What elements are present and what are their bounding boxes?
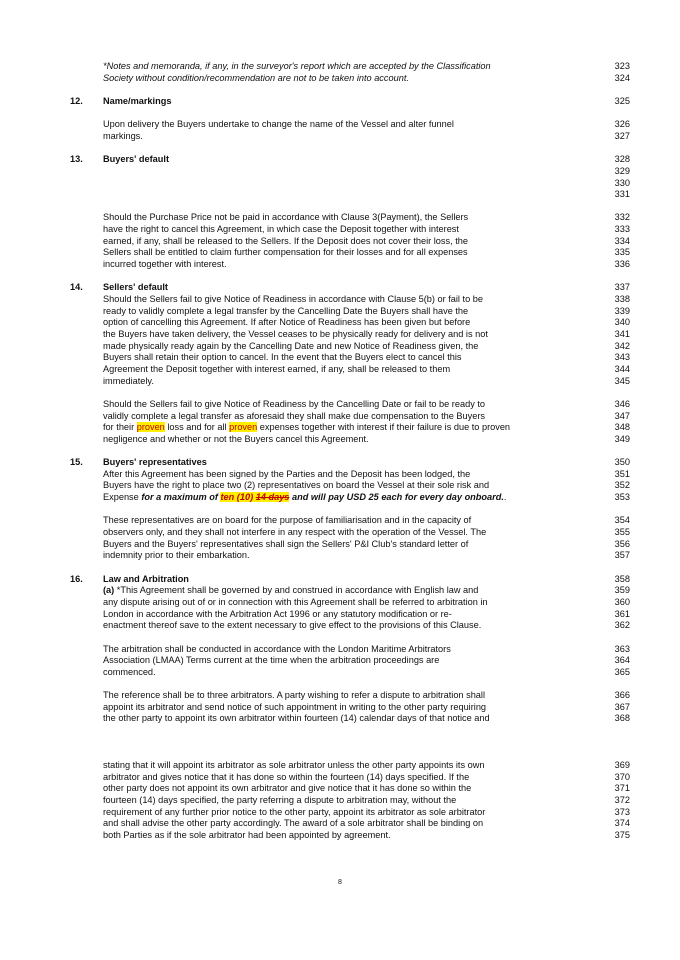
- line-number: 341: [614, 328, 630, 339]
- document-line: [0, 771, 680, 783]
- document-line: [0, 829, 680, 841]
- line-text: The reference shall be to three arbitrators. A party wishing to refer a dispute to arbitration shall: [103, 690, 485, 701]
- line-text: These representatives are on board for the purpose of familiarisation and in the capacity of: [103, 515, 472, 526]
- document-line: [0, 817, 680, 829]
- line-text: London in accordance with the Arbitration Act 1996 or any statutory modification or re-: [103, 608, 452, 619]
- line-number: 324: [614, 72, 630, 83]
- line-number: 367: [614, 701, 630, 712]
- document-line: [0, 328, 680, 340]
- line-number: 366: [614, 690, 630, 701]
- line-number: 345: [614, 375, 630, 386]
- line-number: 348: [614, 422, 630, 433]
- document-line: [0, 72, 680, 84]
- document-line: [0, 177, 680, 189]
- document-line: [0, 60, 680, 72]
- line-number: 370: [614, 771, 630, 782]
- document-line: [0, 130, 680, 142]
- document-line: [0, 223, 680, 235]
- line-number: 330: [614, 177, 630, 188]
- line-number: 359: [614, 585, 630, 596]
- clause-heading: Buyers' representatives: [103, 457, 207, 468]
- document-line: [0, 258, 680, 270]
- line-number: 353: [614, 492, 630, 503]
- text-run: expenses together with interest if their failure is due to proven: [257, 422, 511, 433]
- line-number: 356: [614, 538, 630, 549]
- clause-heading: Buyers' default: [103, 154, 170, 165]
- line-number: 334: [614, 235, 630, 246]
- line-number: 357: [614, 550, 630, 561]
- line-number: 326: [614, 119, 630, 130]
- line-text: indemnity prior to their embarkation.: [103, 550, 250, 561]
- document-line: [0, 351, 680, 363]
- line-text: [103, 584, 478, 596]
- line-number: 340: [614, 317, 630, 328]
- document-line: [0, 712, 680, 724]
- line-number: 329: [614, 165, 630, 176]
- line-text: validly complete a legal transfer as aforesaid they shall make due compensation to the Buyers: [103, 410, 485, 421]
- document-line: [0, 211, 680, 223]
- highlighted-text: 14 days: [255, 492, 290, 503]
- line-number: 331: [614, 189, 630, 200]
- document-line: [0, 153, 680, 165]
- document-line: [0, 526, 680, 538]
- line-number: 350: [614, 457, 630, 468]
- line-number: 333: [614, 224, 630, 235]
- line-number: 325: [614, 95, 630, 106]
- document-line: [0, 491, 680, 503]
- line-text: other party does not appoint its own arbitrator and give notice that it has done so within the: [103, 783, 472, 794]
- text-run: Expense: [103, 492, 142, 503]
- line-text: *Notes and memoranda, if any, in the surveyor's report which are accepted by the Classification: [103, 61, 491, 71]
- clause-number: 12.: [70, 95, 83, 106]
- document-line: [0, 305, 680, 317]
- line-text: [103, 421, 510, 433]
- document-line: [0, 573, 680, 585]
- document-line: [0, 643, 680, 655]
- line-text: negligence and whether or not the Buyers cancel this Agreement.: [103, 433, 369, 444]
- line-number: 363: [614, 643, 630, 654]
- line-number: 339: [614, 305, 630, 316]
- line-text: Should the Purchase Price not be paid in accordance with Clause 3(Payment), the Sellers: [103, 212, 469, 223]
- document-line: [0, 782, 680, 794]
- line-number: 344: [614, 363, 630, 374]
- line-text: The arbitration shall be conducted in accordance with the London Maritime Arbitrators: [103, 643, 451, 654]
- line-number: 358: [614, 573, 630, 584]
- line-text: ready to validly complete a legal transfer by the Cancelling Date the Buyers shall have the: [103, 305, 469, 316]
- document-line: [0, 246, 680, 258]
- line-number: 369: [614, 760, 630, 770]
- document-line: [0, 806, 680, 818]
- line-text: the other party to appoint its own arbitrator within fourteen (14) calendar days of that notice and: [103, 713, 490, 724]
- line-text: fourteen (14) days specified, the party referring a dispute to arbitration may, without the: [103, 794, 457, 805]
- document-line: [0, 316, 680, 328]
- document-line: [0, 514, 680, 526]
- line-text: After this Agreement has been signed by the Parties and the Deposit has been lodged, the: [103, 468, 471, 479]
- line-number: 354: [614, 515, 630, 526]
- document-line: [0, 654, 680, 666]
- line-text: Should the Sellers fail to give Notice of Readiness in accordance with Clause 5(b) or fail to be: [103, 294, 483, 304]
- line-number: 365: [614, 666, 630, 677]
- line-text: commenced.: [103, 666, 156, 677]
- line-number: 362: [614, 620, 630, 631]
- line-text: stating that it will appoint its arbitrator as sole arbitrator unless the other party appoints its own: [103, 760, 485, 770]
- document-line: [0, 456, 680, 468]
- document-line: [0, 281, 680, 293]
- line-number: 349: [614, 433, 630, 444]
- document-line: [0, 410, 680, 422]
- line-number: 375: [614, 829, 630, 840]
- line-text: arbitrator and gives notice that it has done so within the fourteen (14) days specified. If the: [103, 771, 470, 782]
- document-line: [0, 235, 680, 247]
- line-text: Should the Sellers fail to give Notice of Readiness by the Cancelling Date or fail to be ready to: [103, 398, 486, 409]
- highlighted-text: ten (10): [220, 492, 254, 503]
- line-number: 374: [614, 818, 630, 829]
- line-text: [103, 491, 506, 503]
- line-number: 332: [614, 212, 630, 223]
- line-number: 337: [614, 282, 630, 293]
- line-text: Society without condition/recommendation are not to be taken into account.: [103, 72, 409, 83]
- document-line: [0, 95, 680, 107]
- line-text: enactment thereof save to the extent necessary to give effect to the provisions of this Clause.: [103, 620, 482, 631]
- line-text: immediately.: [103, 375, 154, 386]
- document-line: [0, 375, 680, 387]
- line-number: 372: [614, 794, 630, 805]
- line-text: requirement of any further prior notice to the other party, appoint its arbitrator as sole arbitrator: [103, 806, 486, 817]
- line-number: 351: [614, 468, 630, 479]
- line-text: option of cancelling this Agreement. If after Notice of Readiness has been given but before: [103, 317, 471, 328]
- line-number: 338: [614, 294, 630, 304]
- line-text: made physically ready again by the Cancelling Date and new Notice of Readiness given, the: [103, 340, 479, 351]
- document-line: [0, 363, 680, 375]
- line-number: 342: [614, 340, 630, 351]
- line-text: markings.: [103, 130, 143, 141]
- line-number: 346: [614, 398, 630, 409]
- line-text: Buyers shall retain their option to cancel. In the event that the Buyers elect to cancel this: [103, 352, 462, 363]
- line-text: Agreement the Deposit together with interest earned, if any, shall be released to them: [103, 363, 451, 374]
- line-text: and shall advise the other party accordingly. The award of a sole arbitrator shall be binding on: [103, 818, 484, 829]
- document-line: [0, 165, 680, 177]
- text-run: for a maximum of: [141, 492, 221, 503]
- clause-number: 16.: [70, 573, 83, 584]
- document-line: [0, 608, 680, 620]
- line-number: 361: [614, 608, 630, 619]
- text-run: *This Agreement shall be governed by and construed in accordance with English law and: [114, 585, 479, 596]
- highlighted-text: proven: [229, 422, 258, 433]
- document-line: [0, 340, 680, 352]
- line-text: Upon delivery the Buyers undertake to change the name of the Vessel and alter funnel: [103, 119, 454, 130]
- line-text: Buyers have the right to place two (2) representatives on board the Vessel at their sole risk and: [103, 480, 490, 491]
- line-number: 355: [614, 527, 630, 537]
- document-line: [0, 549, 680, 561]
- document-line: [0, 118, 680, 130]
- document-line: [0, 433, 680, 445]
- text-run: .: [503, 492, 507, 503]
- document-line: [0, 596, 680, 608]
- document-line: [0, 759, 680, 771]
- line-number: 327: [614, 130, 630, 141]
- line-text: the Buyers have taken delivery, the Vessel ceases to be physically ready for delivery and is not: [103, 328, 488, 339]
- clause-number: 15.: [70, 457, 83, 468]
- line-number: 371: [614, 783, 630, 794]
- text-run: (a): [103, 585, 115, 596]
- line-text: both Parties as if the sole arbitrator had been appointed by agreement.: [103, 829, 391, 840]
- document-line: [0, 293, 680, 305]
- line-text: any dispute arising out of or in connection with this Agreement shall be referred to arbitration in: [103, 596, 488, 607]
- line-text: have the right to cancel this Agreement, in which case the Deposit together with interest: [103, 224, 459, 235]
- clause-heading: Law and Arbitration: [103, 573, 189, 584]
- line-number: 352: [614, 480, 630, 491]
- clause-heading: Sellers' default: [103, 282, 168, 293]
- document-line: [0, 666, 680, 678]
- text-run: and will pay USD 25 each for every day onboard.: [289, 492, 504, 503]
- document-line: [0, 421, 680, 433]
- text-run: loss and for all: [164, 422, 230, 433]
- line-text: Buyers and the Buyers' representatives shall sign the Sellers' P&I Club's standard letter of: [103, 538, 469, 549]
- line-text: observers only, and they shall not interfere in any respect with the operation of the Vessel. The: [103, 527, 487, 537]
- line-number: 364: [614, 655, 630, 666]
- clause-heading: Name/markings: [103, 95, 172, 106]
- line-number: 368: [614, 713, 630, 724]
- line-number: 343: [614, 352, 630, 363]
- document-line: [0, 398, 680, 410]
- clause-number: 14.: [70, 282, 83, 293]
- clause-number: 13.: [70, 154, 83, 165]
- line-number: 336: [614, 259, 630, 270]
- document-line: [0, 188, 680, 200]
- line-text: incurred together with interest.: [103, 259, 227, 270]
- highlighted-text: proven: [136, 422, 165, 433]
- line-text: Sellers shall be entitled to claim further compensation for their losses and for all expenses: [103, 247, 468, 258]
- line-number: 335: [614, 247, 630, 258]
- line-text: appoint its arbitrator and send notice of such appointment in writing to the other party requiring: [103, 701, 487, 712]
- line-number: 323: [614, 61, 630, 71]
- document-line: [0, 689, 680, 701]
- document-line: [0, 701, 680, 713]
- line-number: 360: [614, 596, 630, 607]
- document-line: [0, 619, 680, 631]
- line-text: Association (LMAA) Terms current at the time when the arbitration proceedings are: [103, 655, 440, 666]
- line-number: 373: [614, 806, 630, 817]
- document-line: [0, 584, 680, 596]
- document-line: [0, 468, 680, 480]
- document-line: [0, 479, 680, 491]
- line-text: earned, if any, shall be released to the Sellers. If the Deposit does not cover their loss, the: [103, 235, 468, 246]
- line-number: 347: [614, 410, 630, 421]
- document-line: [0, 538, 680, 550]
- document-line: [0, 794, 680, 806]
- line-number: 328: [614, 154, 630, 165]
- page-number: 8: [338, 879, 342, 886]
- text-run: for their: [103, 422, 137, 433]
